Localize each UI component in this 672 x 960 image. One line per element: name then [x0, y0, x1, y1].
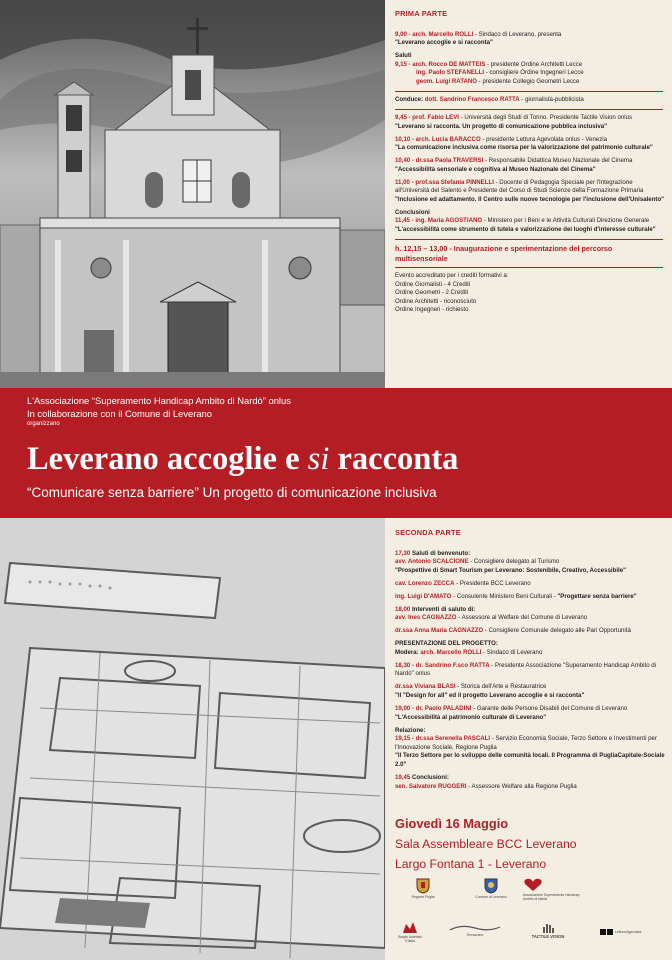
talk-title: "Leverano accoglie e si racconta"	[395, 39, 493, 47]
program-entry	[395, 157, 665, 174]
event-subtitle: “Comunicare senza barriere” Un progetto di comunicazione inclusiva	[27, 485, 437, 500]
program-entry	[395, 580, 665, 589]
sponsor-logos	[395, 878, 665, 958]
program-entry	[395, 606, 665, 623]
speaker-name: prof. Fabio LEVI	[412, 113, 459, 121]
speaker-name: geom. Luigi RATANO	[416, 77, 478, 85]
credit-line: Ordine Giornalisti - 4 Crediti	[395, 280, 471, 288]
time-slot: 10,10 -	[395, 135, 416, 143]
time-slot: 10,40 -	[395, 157, 416, 165]
time-slot: 11,45 -	[395, 217, 416, 225]
logo-label: Terrazzano	[466, 933, 484, 937]
speaker-name: arch. Lucia BARACCO	[415, 135, 481, 143]
speaker-name: dr.ssa Viviana BLASI	[395, 683, 456, 691]
credits-list	[395, 272, 665, 315]
speaker-name: prof.ssa Stefania PINNELLI	[415, 178, 494, 186]
logo-regione-puglia	[405, 878, 441, 899]
speaker-role: - Presidente Associazione "Superamento Handicap Ambito di Nardò" onlus	[395, 661, 657, 678]
speaker-role: - presidente Collegio Geometri Lecce	[477, 77, 580, 85]
program-line	[395, 550, 665, 559]
divider	[395, 267, 663, 268]
program-line	[395, 61, 665, 70]
speaker-role: - Docente di Pedagogia Speciale per l'Integrazione all'Università del Salento e Presidente del Corso di Studi Scienze della Formazione Primaria	[395, 178, 644, 195]
event-title-italic: si	[307, 441, 330, 477]
credit-line: Ordine Ingegneri - richiesto	[395, 306, 469, 314]
tactile-map-photo	[0, 518, 385, 960]
program-line	[395, 662, 665, 679]
program-entry	[395, 31, 665, 48]
speaker-role: - consigliere Ordine Ingegneri Lecce	[484, 69, 584, 77]
program-line	[395, 114, 665, 123]
program-line	[395, 649, 665, 658]
speaker-role: - Presidente BCC Leverano	[454, 579, 531, 587]
program-line	[395, 692, 665, 701]
logo-label: Borghi Autentici d'Italia	[398, 935, 422, 943]
logo-label: TACTILE VISION	[531, 934, 565, 939]
talk-title: "Inclusione ed adattamento. Il Centro sulle nuove tecnologie per l'inclusione dell'Unisalento"	[395, 195, 665, 203]
program-line	[395, 774, 665, 783]
church-photo	[0, 0, 385, 388]
program-line	[395, 727, 665, 736]
program-line	[395, 226, 665, 235]
speaker-role: - Ministero per i Beni e le Attività Culturali Direzione Generale	[482, 217, 650, 225]
talk-title: Interventi di saluto di:	[411, 605, 476, 613]
speaker-name: dr.ssa Serenella PASCALI	[415, 735, 491, 743]
program-line	[395, 123, 665, 132]
speaker-name: dr.ssa Anna Maria CAGNAZZO	[395, 627, 484, 635]
program-entry	[395, 774, 665, 791]
time-slot: 19,15 -	[395, 735, 416, 743]
program-line	[395, 627, 665, 636]
program-entry	[395, 627, 665, 636]
second-part-title: SECONDA PARTE	[395, 528, 461, 537]
program-entry	[395, 114, 665, 131]
time-slot: 19,00 -	[395, 705, 416, 713]
speaker-name: ing. Paolo STEFANELLI	[416, 69, 485, 77]
speaker-name: avv. Antonio SCALCIONE	[395, 558, 469, 566]
speaker-role: - Servizio Economia Sociale, Terzo Settore e Investimenti per l'Innovazione Sociale, Regione Puglia	[395, 735, 657, 751]
logo-label: Regione Puglia	[411, 895, 435, 899]
venue-block	[395, 814, 665, 874]
speaker-role: - Consulente Ministero Beni Culturali -	[451, 592, 558, 600]
talk-title: PRESENTAZIONE DEL PROGETTO:	[395, 640, 498, 648]
program-line	[395, 567, 665, 576]
time-slot: 9,45 -	[395, 113, 413, 121]
talk-title: Conclusioni:	[411, 773, 449, 781]
program-entry	[395, 52, 665, 86]
logo-label: Associazione Superamento Handicap Ambito di Nardò	[523, 893, 580, 901]
logo-borghi-autentici	[395, 920, 425, 943]
logo-comune-leverano	[473, 878, 509, 899]
program-line	[395, 705, 665, 714]
speaker-role: - Garante delle Persone Disabili del Comune di Leverano	[471, 705, 628, 713]
program-line	[395, 593, 665, 602]
talk-title: "Progettare senza barriere"	[557, 592, 637, 600]
talk-title: "L'Accessibilità al patrimonio culturale di Leverano"	[395, 713, 547, 721]
speaker-name: dott. Sandrino Francesco RATTA	[424, 95, 520, 103]
talk-title: "La comunicazione inclusiva come risorsa per la valorizzazione del patrimonio culturale"	[395, 144, 653, 152]
talk-title: Conclusioni	[395, 208, 430, 216]
organizer-line: L'Associazione “Superamento Handicap Ambito di Nardò” onlus	[27, 395, 291, 406]
church-illustration	[0, 0, 385, 388]
speaker-role: - presidente Ordine Architetti Lecce	[485, 60, 583, 68]
talk-title: "Prospettive di Smart Tourism per Leverano: Sostenibile, Creativo, Accessibile"	[395, 566, 626, 574]
time-slot: 17,30	[395, 549, 412, 557]
talk-title: Saluti	[395, 52, 412, 60]
program-line	[395, 196, 665, 205]
talk-title: Saluti di benvenuto:	[411, 549, 471, 557]
speaker-role: - Storica dell'Arte e Restauratrice	[455, 683, 547, 691]
divider	[395, 239, 663, 240]
speaker-name: arch. Rocco DE MATTEIS	[412, 60, 486, 68]
coat-of-arms-icon	[484, 878, 498, 894]
speaker-name: cav. Lorenzo ZECCA	[395, 579, 455, 587]
speaker-role: - presidente Lettura Agevolata onlus - Venezia	[480, 135, 608, 143]
program-line	[395, 558, 665, 567]
tactile-map-illustration	[0, 518, 385, 960]
program-line	[395, 157, 665, 166]
event-title-part: racconta	[329, 441, 459, 477]
event-title-part: Leverano accoglie e	[27, 441, 308, 477]
hand-logo-icon	[541, 922, 555, 934]
program-line	[395, 31, 665, 40]
talk-title: "Leverano si racconta. Un progetto di comunicazione pubblica inclusiva"	[395, 122, 607, 130]
program-line	[395, 580, 665, 589]
time-slot: 19,45	[395, 773, 412, 781]
first-part-items	[395, 31, 665, 235]
speaker-name: arch. Marcello ROLLI	[412, 30, 474, 38]
program-entry	[395, 209, 665, 235]
logo-tactile-vision	[523, 922, 573, 939]
speaker-name: dr.ssa Paola TRAVERSI	[415, 157, 484, 165]
program-entry	[395, 550, 665, 576]
speaker-role: - Assessore al Welfare del Comune di Leverano	[456, 614, 588, 622]
program-line	[395, 752, 665, 769]
role-label: Conduce:	[395, 95, 425, 103]
time-slot: 11,00 -	[395, 178, 416, 186]
talk-title: "Il "Design for all" ed il progetto Leverano accoglie e si racconta"	[395, 692, 585, 700]
program-entry	[395, 705, 665, 722]
program-entry	[395, 96, 665, 105]
speaker-name: avv. Ines CAGNAZZO	[395, 614, 457, 622]
event-title	[27, 440, 458, 478]
speaker-role: - Sindaco di Leverano, presenta	[473, 30, 562, 38]
heart-logo-icon	[523, 878, 543, 892]
organizzano-label: organizzano	[27, 421, 60, 427]
speaker-name: dr. Sandrino F.sco RATTA	[415, 661, 490, 669]
speaker-role: - Assessore Welfare alla Regione Puglia	[466, 782, 577, 790]
program-line	[395, 683, 665, 692]
talk-title: "Il Terzo Settore per lo sviluppo delle comunità locali. Il Programma di PugliaCapitale-Sociale 2.0"	[395, 752, 665, 768]
second-part-program	[395, 529, 665, 796]
program-line	[395, 144, 665, 153]
speaker-name: arch. Marcello ROLLI	[420, 648, 482, 656]
program-line	[395, 69, 665, 78]
inauguration-highlight: h. 12,15 – 13,00 - Inaugurazione e sperimentazione del percorso multisensoriale	[395, 244, 613, 263]
program-line	[395, 714, 665, 723]
event-address: Largo Fontana 1 - Leverano	[395, 857, 547, 871]
credit-line: Ordine Geometri - 2 Crediti	[395, 289, 469, 297]
talk-title: "Accessibilità sensoriale e cognitiva al Museo Nazionale del Cinema"	[395, 165, 596, 173]
program-entry	[395, 683, 665, 700]
speaker-role: - giornalista-pubblicista	[519, 95, 584, 103]
speaker-name: sen. Salvatore RUGGERI	[395, 782, 467, 790]
speaker-role: - Responsabile Didattica Museo Nazionale del Cinema	[483, 157, 633, 165]
speaker-role: - Sindaco di Leverano	[481, 648, 543, 656]
program-line	[395, 735, 665, 752]
program-line	[395, 614, 665, 623]
logo-label: Lettura Agevolata	[614, 929, 642, 934]
program-entry	[395, 179, 665, 205]
program-entry	[395, 640, 665, 657]
logo-label: Comune di Leverano	[475, 895, 507, 899]
time-slot: 9,00 -	[395, 30, 413, 38]
program-line	[395, 166, 665, 175]
speaker-role: - Università degli Studi di Torino. Presidente Tactile Vision onlus	[459, 113, 633, 121]
event-date: Giovedì 16 Maggio	[395, 816, 509, 831]
speaker-role: - Consigliere Comunale delegato alle Pari Opportunità	[483, 627, 631, 635]
reading-logo-icon	[600, 928, 614, 936]
time-slot: 18,00	[395, 605, 412, 613]
program-line	[395, 209, 665, 218]
time-slot: 18,30 -	[395, 661, 416, 669]
first-part-program	[395, 10, 665, 315]
speaker-role: - Consigliere delegato al Turismo	[468, 558, 560, 566]
program-line	[395, 96, 665, 105]
organizers	[27, 395, 291, 429]
program-line	[395, 640, 665, 649]
first-part-title: PRIMA PARTE	[395, 9, 448, 18]
second-part-items	[395, 550, 665, 792]
logo-lettura-agevolata	[600, 928, 662, 936]
program-entry	[395, 136, 665, 153]
program-line	[395, 783, 665, 792]
program-line	[395, 606, 665, 615]
title-band	[0, 388, 672, 518]
collaboration-line: In collaborazione con il Comune di Leverano	[27, 407, 213, 419]
logo-terrazzano	[445, 924, 505, 937]
speaker-name: ing. Luigi D'AMATO	[395, 592, 452, 600]
wordmark-logo-icon	[449, 924, 501, 932]
program-line	[395, 52, 665, 61]
divider	[395, 91, 663, 92]
program-line	[395, 78, 665, 87]
program-line	[395, 39, 665, 48]
talk-title: "L'accessibilità come strumento di tutela e valorizzazione dei luoghi d'interesse culturale"	[395, 226, 656, 234]
program-line	[395, 179, 665, 196]
time-slot: 9,15 -	[395, 60, 413, 68]
divider	[395, 109, 663, 110]
program-entry	[395, 593, 665, 602]
speaker-name: dr. Paolo PALADINI	[415, 705, 472, 713]
program-entry	[395, 727, 665, 770]
event-place: Sala Assembleare BCC Leverano	[395, 837, 577, 851]
program-line	[395, 217, 665, 226]
coat-of-arms-icon	[416, 878, 430, 894]
role-label: Modera:	[395, 648, 421, 656]
credit-line: Ordine Architetti - riconosciuto	[395, 297, 477, 305]
program-entry	[395, 662, 665, 679]
speaker-name: ing. Maria AGOSTIANO	[415, 217, 483, 225]
logo-associazione	[523, 878, 583, 901]
credit-line: Evento accreditato per i crediti formativi a:	[395, 272, 509, 279]
talk-title: Relazione:	[395, 726, 426, 734]
program-line	[395, 136, 665, 145]
borgo-logo-icon	[402, 920, 418, 934]
